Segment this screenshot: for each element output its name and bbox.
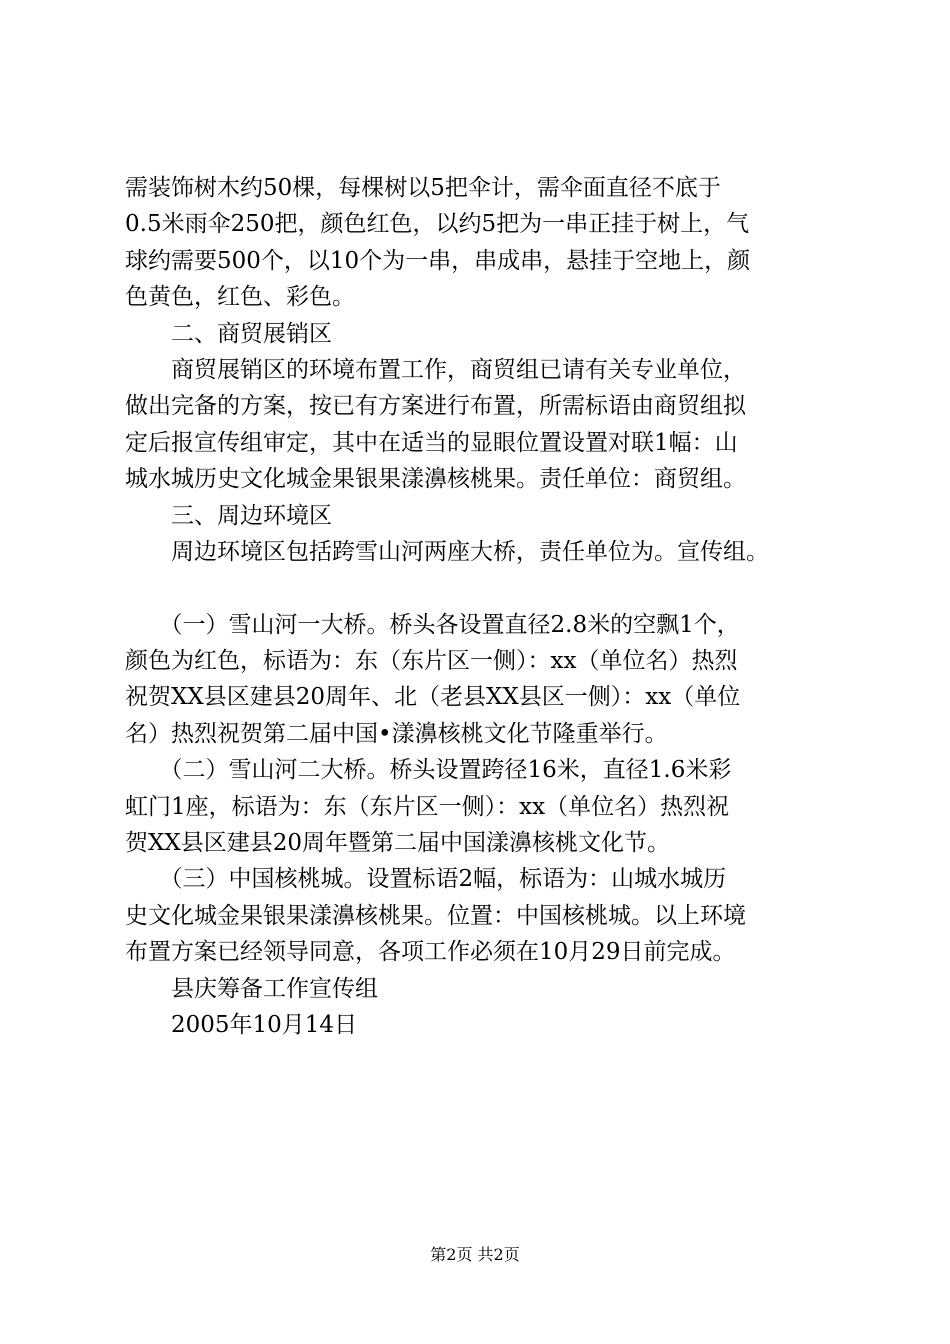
text-line: 周边环境区包括跨雪山河两座大桥，责任单位为。宣传组。 <box>125 538 769 565</box>
signature-date: 2005年10月14日 <box>125 1011 358 1038</box>
text-line: 做出完备的方案，按已有方案进行布置，所需标语由商贸组拟 <box>125 393 746 420</box>
signature-org: 县庆筹备工作宣传组 <box>125 975 378 1002</box>
text-line: 名）热烈祝贺第二届中国•漾濞核桃文化节隆重举行。 <box>125 720 668 747</box>
text-line: 商贸展销区的环境布置工作，商贸组已请有关专业单位， <box>125 356 746 383</box>
text-line: 定后报宣传组审定，其中在适当的显眼位置设置对联1幅：山 <box>125 429 738 456</box>
blank-line <box>125 570 840 606</box>
text-line: （一）雪山河一大桥。桥头各设置直径2.8米的空飘1个， <box>125 611 740 638</box>
text-line: 虹门1座，标语为：东（东片区一侧）：xx（单位名）热烈祝 <box>125 793 730 820</box>
text-line: 0.5米雨伞250把，颜色红色，以约5把为一串正挂于树上，气 <box>125 211 750 238</box>
section-heading: 二、商贸展销区 <box>125 320 332 347</box>
text-line: 贺XX县区建县20周年暨第二届中国漾濞核桃文化节。 <box>125 830 671 857</box>
text-line: 城水城历史文化城金果银果漾濞核桃果。责任单位：商贸组。 <box>125 466 746 493</box>
text-line: 祝贺XX县区建县20周年、北（老县XX县区一侧）：xx（单位 <box>125 684 741 711</box>
text-line: 球约需要500个，以10个为一串，串成串，悬挂于空地上，颜 <box>125 247 751 274</box>
text-line: 颜色为红色，标语为：东（东片区一侧）：xx（单位名）热烈 <box>125 648 738 675</box>
page-number-footer: 第2页 共2页 <box>430 1245 520 1264</box>
text-line: 布置方案已经领导同意，各项工作必须在10月29日前完成。 <box>125 939 736 966</box>
text-line: 需装饰树木约50棵，每棵树以5把伞计，需伞面直径不底于 <box>125 175 721 201</box>
section-heading: 三、周边环境区 <box>125 502 332 529</box>
text-line: 色黄色，红色、彩色。 <box>125 284 355 311</box>
document-body <box>125 170 840 1043</box>
body-text <box>125 170 840 1043</box>
text-line: 史文化城金果银果漾濞核桃果。位置：中国核桃城。以上环境 <box>125 902 746 929</box>
text-line: （三）中国核桃城。设置标语2幅，标语为：山城水城历 <box>125 866 727 893</box>
text-line: （二）雪山河二大桥。桥头设置跨径16米，直径1.6米彩 <box>125 757 732 784</box>
